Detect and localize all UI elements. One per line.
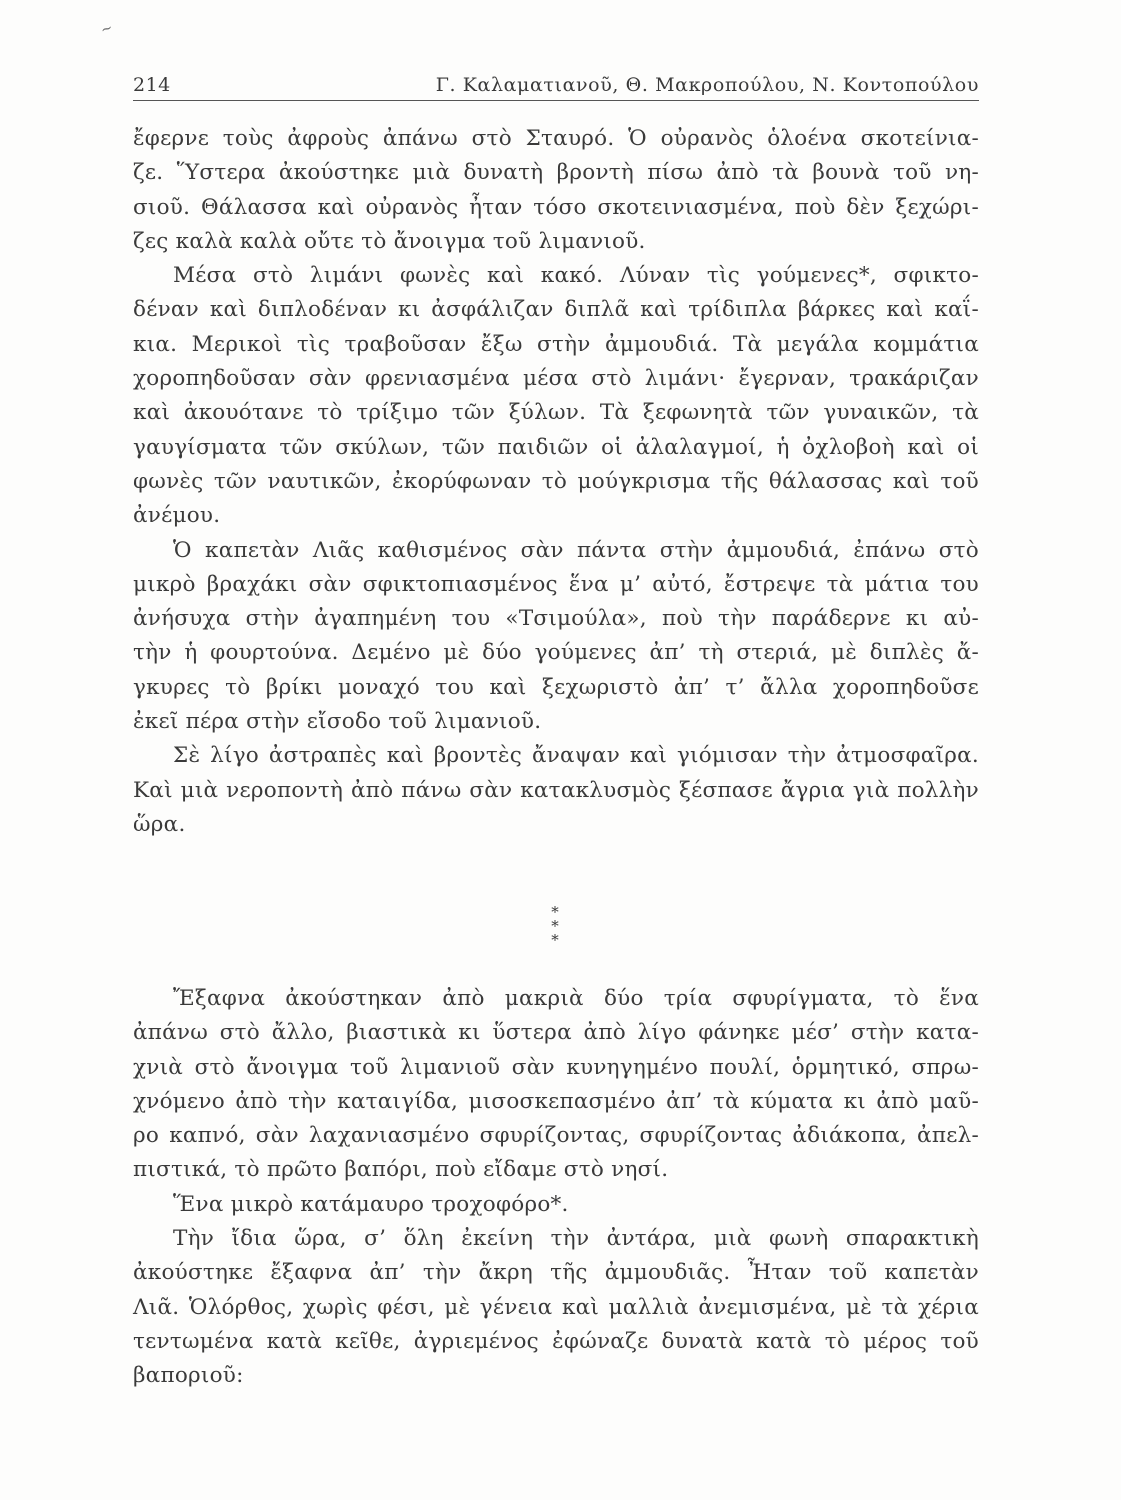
running-head: Γ. Καλαματιανοῦ, Θ. Μακροπούλου, Ν. Κοντοπούλου [435, 74, 979, 96]
text-line: πιστικά, τὸ πρῶτο βαπόρι, ποὺ εἴδαμε στὸ νησί. [133, 1157, 669, 1183]
text-line: γαυγίσματα τῶν σκύλων, τῶν παιδιῶν οἱ ἀλαλαγμοί, ἡ ὀχλοβοὴ καὶ οἱ [133, 434, 979, 460]
text-line: ἀπάνω στὸ ἄλλο, βιαστικὰ κι ὕστερα ἀπὸ λίγο φάνηκε μέσ’ στὴν κατα- [133, 1020, 979, 1046]
section-separator-asterism [535, 903, 575, 949]
asterism-bottom: * * [551, 917, 565, 949]
text-block-2 [133, 982, 979, 1394]
asterism-top: * [551, 903, 559, 921]
text-line: Καὶ μιὰ νεροποντὴ ἀπὸ πάνω σὰν κατακλυσμὸς ξέσπασε ἄγρια γιὰ πολλὴν [133, 777, 979, 803]
page-header [133, 70, 979, 101]
text-line: ζε. Ὕστερα ἀκούστηκε μιὰ δυνατὴ βροντὴ πίσω ἀπὸ τὰ βουνὰ τοῦ νη- [133, 160, 979, 186]
text-line: Ὁ καπετὰν Λιᾶς καθισμένος σὰν πάντα στὴν ἀμμουδιά, ἐπάνω στὸ [173, 537, 979, 563]
page-number: 214 [133, 74, 171, 96]
text-line: καὶ ἀκουότανε τὸ τρίξιμο τῶν ξύλων. Τὰ ξεφωνητὰ τῶν γυναικῶν, τὰ [133, 400, 979, 426]
text-line: ἀνήσυχα στὴν ἀγαπημένη του «Τσιμούλα», ποὺ τὴν παράδερνε κι αὐ- [133, 606, 979, 632]
text-line: Τὴν ἴδια ὥρα, σ’ ὅλη ἐκείνη τὴν ἀντάρα, μιὰ φωνὴ σπαρακτικὴ [173, 1226, 979, 1252]
text-block-1 [133, 122, 979, 842]
text-line: φωνὲς τῶν ναυτικῶν, ἐκορύφωναν τὸ μούγκρισμα τῆς θάλασσας καὶ τοῦ [133, 468, 979, 494]
text-line: Σὲ λίγο ἀστραπὲς καὶ βροντὲς ἄναψαν καὶ γιόμισαν τὴν ἀτμοσφαῖρα. [173, 743, 979, 769]
text-line: ἐκεῖ πέρα στὴν εἴσοδο τοῦ λιμανιοῦ. [133, 709, 542, 735]
text-line: Μέσα στὸ λιμάνι φωνὲς καὶ κακό. Λύναν τὶς γούμενες*, σφικτο- [173, 263, 979, 289]
text-line: ἀνέμου. [133, 503, 221, 529]
text-line: κια. Μερικοὶ τὶς τραβοῦσαν ἔξω στὴν ἀμμουδιά. Τὰ μεγάλα κομμάτια [133, 331, 979, 357]
text-line: βαποριοῦ: [133, 1363, 244, 1389]
text-line: τὴν ἡ φουρτούνα. Δεμένο μὲ δύο γούμενες ἀπ’ τὴ στεριά, μὲ διπλὲς ἄ- [133, 640, 979, 666]
text-line: τεντωμένα κατὰ κεῖθε, ἀγριεμένος ἐφώναζε δυνατὰ κατὰ τὸ μέρος τοῦ [133, 1328, 979, 1354]
text-line: ζες καλὰ καλὰ οὔτε τὸ ἄνοιγμα τοῦ λιμανιοῦ. [133, 228, 646, 254]
text-line: χνόμενο ἀπὸ τὴν καταιγίδα, μισοσκεπασμένο ἀπ’ τὰ κύματα κι ἀπὸ μαῦ- [133, 1088, 979, 1114]
text-line: Ἔξαφνα ἀκούστηκαν ἀπὸ μακριὰ δύο τρία σφυρίγματα, τὸ ἕνα [173, 986, 979, 1011]
text-line: χνιὰ στὸ ἄνοιγμα τοῦ λιμανιοῦ σὰν κυνηγημένο πουλί, ὁρμητικό, σπρω- [133, 1054, 979, 1080]
text-line: Λιᾶ. Ὁλόρθος, χωρὶς φέσι, μὲ γένεια καὶ μαλλιὰ ἀνεμισμένα, μὲ τὰ χέρια [133, 1294, 979, 1320]
text-line: ἀκούστηκε ἔξαφνα ἀπ’ τὴν ἄκρη τῆς ἀμμουδιᾶς. Ἦταν τοῦ καπετὰν [133, 1260, 979, 1286]
text-line: γκυρες τὸ βρίκι μοναχό του καὶ ξεχωριστὸ ἀπ’ τ’ ἄλλα χοροπηδοῦσε [133, 674, 979, 700]
text-line: ὥρα. [133, 811, 186, 837]
text-line: σιοῦ. Θάλασσα καὶ οὐρανὸς ἦταν τόσο σκοτεινιασμένα, ποὺ δὲν ξεχώρι- [133, 194, 979, 220]
margin-mark: ~ [98, 19, 116, 39]
text-line: ἔφερνε τοὺς ἀφροὺς ἀπάνω στὸ Σταυρό. Ὁ οὐρανὸς ὁλοένα σκοτείνια- [133, 126, 979, 151]
text-line: ρο καπνό, σὰν λαχανιασμένο σφυρίζοντας, σφυρίζοντας ἀδιάκοπα, ἀπελ- [133, 1123, 979, 1149]
text-line: χοροπηδοῦσαν σὰν φρενιασμένα μέσα στὸ λιμάνι· ἔγερναν, τρακάριζαν [133, 366, 979, 392]
text-line: δέναν καὶ διπλοδέναν κι ἀσφάλιζαν διπλᾶ καὶ τρίδιπλα βάρκες καὶ καΐ- [133, 297, 979, 323]
text-line: Ἕνα μικρὸ κατάμαυρο τροχοφόρο*. [173, 1191, 569, 1217]
text-line: μικρὸ βραχάκι σὰν σφικτοπιασμένος ἕνα μ’ αὐτό, ἔστρεψε τὰ μάτια του [133, 571, 979, 597]
